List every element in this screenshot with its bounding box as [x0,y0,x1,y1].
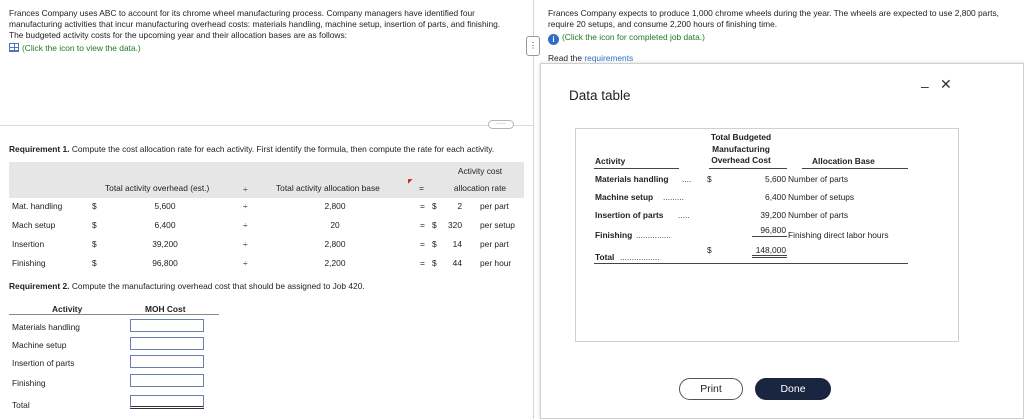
view-data-link[interactable]: (Click the icon to view the data.) [22,43,141,53]
print-button[interactable]: Print [679,378,743,400]
row-equals: = [420,201,425,211]
data-row-dollar: $ [707,174,712,184]
row-rate-dollar: $ [432,201,437,211]
req2-text: Compute the manufacturing overhead cost that should be assigned to Job 420. [69,281,365,291]
required-marker: ◤ [408,179,413,185]
data-row-activity: Insertion of parts [595,210,664,220]
row-divide: ÷ [243,220,248,230]
row-overhead-value: 6,400 [154,220,176,230]
req1-text: Compute the cost allocation rate for each activity. First identify the formula, then compute the rate for each activity. [69,144,495,154]
row-divide: ÷ [243,201,248,211]
data-row-cost: 39,200 [760,210,786,220]
header-base: Total activity allocation base [276,183,380,193]
header-equals: = [419,183,424,193]
header-rule [594,168,679,169]
job-intro-text: Frances Company expects to produce 1,000 chrome wheels during the year. The wheels are expected to use 2,800 parts, require 20 setups, and consume 2,200 hours of finishing time. [548,8,999,29]
data-row-dots: ............... [636,230,671,240]
header-divide: ÷ [243,184,248,194]
row-activity: Finishing [12,258,46,268]
moh-row-label: Insertion of parts [12,358,75,368]
data-row-dots: ..... [678,210,690,220]
job-link-row[interactable] [548,32,1008,45]
row-rate-dollar: $ [432,220,437,230]
intro-text: Frances Company uses ABC to account for its chrome wheel manufacturing process. Company managers have identified four manufacturing activities that incur manufacturing overhead costs: materials handling, machine setup, insertion of parts, and finishing. The budgeted activity costs for the upcoming year and their allocation bases are as follows: [9,8,501,40]
dialog-title: Data table [569,88,631,103]
row-activity: Insertion [12,239,45,249]
row-rate-unit: per part [480,239,509,249]
panel-divider [533,0,534,419]
row-rate-value: 2 [457,201,462,211]
row-equals: = [420,239,425,249]
data-row-cost: 6,400 [765,192,786,202]
row-dollar: $ [92,220,97,230]
row-rate-unit: per part [480,201,509,211]
header-overhead: Total activity overhead (est.) [105,183,210,193]
data-row-activity: Finishing [595,230,633,240]
data-row-base: Number of setups [788,192,855,202]
col-cost-header [701,132,781,167]
data-row-activity: Machine setup [595,192,654,202]
completed-job-link[interactable]: (Click the icon for completed job data.) [562,32,705,42]
row-base-value: 2,800 [324,239,346,249]
moh-header-activity: Activity [52,304,83,314]
header-rule [802,168,908,169]
col-base-header: Allocation Base [812,156,875,166]
col-cost-line: Overhead Cost [711,155,771,165]
col-activity-header: Activity [595,156,626,166]
moh-input-finishing[interactable] [130,374,204,387]
row-rate-value: 14 [452,239,462,249]
req2-label: Requirement 2. [9,281,70,291]
job-intro [548,8,1008,64]
total-cost: 148,000 [755,245,786,255]
requirement-1 [9,144,539,154]
data-row-cost: 5,600 [765,174,786,184]
data-row-dots: .... [682,174,692,184]
subtotal-rule [752,236,787,237]
section-divider [0,125,533,126]
total-dots: ................. [620,252,660,262]
row-activity: Mach setup [12,220,56,230]
row-overhead-value: 5,600 [154,201,176,211]
more-options-button[interactable]: ····· [488,120,514,129]
data-row-dots: ......... [663,192,684,202]
data-row-cost: 96,800 [760,225,786,235]
header-rate-line1: Activity cost [457,166,503,176]
table-bottom-rule [594,263,908,264]
data-table-dialog [540,63,1024,419]
data-link-row[interactable] [9,43,514,54]
moh-input-machine-setup[interactable] [130,337,204,350]
row-dollar: $ [92,239,97,249]
data-row-base: Number of parts [788,174,849,184]
moh-row-label: Materials handling [12,322,80,332]
col-cost-line: Total Budgeted [710,132,772,142]
moh-header-cost: MOH Cost [145,304,186,314]
total-label: Total [595,252,615,262]
data-row-activity: Materials handling [595,174,669,184]
minimize-icon[interactable]: – [921,78,929,94]
close-icon[interactable]: ✕ [940,76,952,92]
row-base-value: 2,800 [324,201,346,211]
moh-row-label: Finishing [12,378,46,388]
table-grid-icon[interactable] [9,43,19,52]
requirement-2 [9,281,365,291]
row-divide: ÷ [243,239,248,249]
col-cost-line: Manufacturing [712,143,770,154]
moh-input-insertion[interactable] [130,355,204,368]
header-rate-line2: allocation rate [453,183,507,193]
total-double-rule [752,255,787,258]
data-row-base: Number of parts [788,210,849,220]
row-equals: = [420,258,425,268]
row-overhead-value: 96,800 [152,258,178,268]
row-rate-dollar: $ [432,258,437,268]
row-rate-unit: per hour [480,258,512,268]
data-table [575,128,959,342]
info-icon[interactable]: i [548,34,559,45]
req1-label: Requirement 1. [9,144,70,154]
row-divide: ÷ [243,258,248,268]
row-rate-value: 320 [448,220,462,230]
requirements-link[interactable]: requirements [584,53,634,63]
header-rule [709,168,787,169]
row-equals: = [420,220,425,230]
row-activity: Mat. handling [12,201,63,211]
moh-row-label: Machine setup [12,340,67,350]
row-rate-unit: per setup [480,220,515,230]
row-dollar: $ [92,258,97,268]
row-dollar: $ [92,201,97,211]
data-row-base: Finishing direct labor hours [788,230,889,240]
row-overhead-value: 39,200 [152,239,178,249]
moh-input-total[interactable] [130,395,204,409]
read-prefix: Read the [548,53,585,63]
row-rate-dollar: $ [432,239,437,249]
row-base-value: 20 [330,220,340,230]
total-dollar: $ [707,245,712,255]
panel-resize-handle[interactable]: ⋮ [526,36,540,56]
problem-intro [9,8,514,54]
row-base-value: 2,200 [324,258,346,268]
done-button[interactable]: Done [755,378,831,400]
moh-header-rule [9,314,219,315]
moh-row-label: Total [12,400,30,410]
row-rate-value: 44 [452,258,462,268]
moh-input-materials-handling[interactable] [130,319,204,332]
